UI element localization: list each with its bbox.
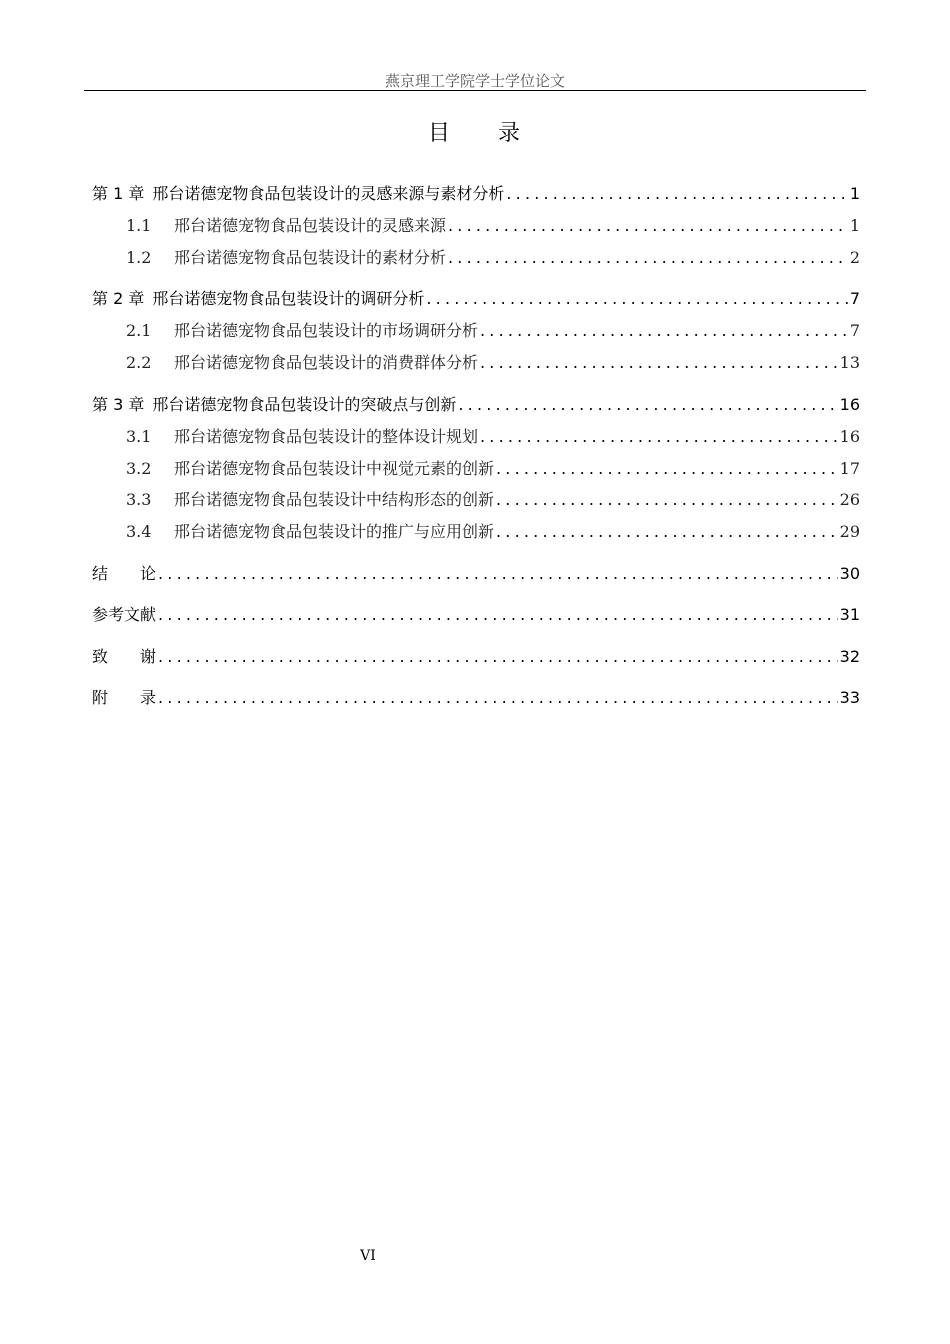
dot-leader (448, 246, 848, 270)
toc-entry-section-1-2[interactable] (92, 246, 860, 270)
toc-entry-acknowledgements[interactable] (92, 645, 860, 669)
toc-entry-section-3-1[interactable] (92, 425, 860, 449)
entry-number: 第 2 章 (92, 289, 145, 308)
toc-entry-chapter-1[interactable] (92, 182, 860, 206)
dot-leader (480, 425, 838, 449)
entry-page: 26 (839, 490, 860, 509)
entry-title: 邢台诺德宠物食品包装设计的调研分析 (152, 289, 425, 308)
toc-entry-section-3-2[interactable] (92, 457, 860, 481)
dot-leader (480, 351, 838, 375)
entry-title: 邢台诺德宠物食品包装设计中视觉元素的创新 (174, 459, 495, 478)
dot-leader (158, 603, 838, 627)
dot-leader (448, 214, 848, 238)
entry-number: 1.1 (126, 216, 152, 235)
header-rule (84, 90, 866, 91)
entry-number: 第 1 章 (92, 184, 145, 203)
entry-number: 2.1 (126, 321, 152, 340)
toc-entry-appendix[interactable] (92, 686, 860, 710)
entry-number: 3.4 (126, 522, 152, 541)
entry-title: 邢台诺德宠物食品包装设计的整体设计规划 (174, 427, 479, 446)
dot-leader (158, 645, 838, 669)
entry-number: 1.2 (126, 248, 152, 267)
toc-title-left: 目 (427, 121, 452, 146)
toc-entry-chapter-2[interactable] (92, 287, 860, 311)
entry-number: 第 3 章 (92, 395, 145, 414)
entry-page: 2 (849, 248, 860, 267)
entry-title: 邢台诺德宠物食品包装设计的灵感来源 (174, 216, 447, 235)
entry-title: 致 谢 (92, 647, 157, 666)
dot-leader (158, 562, 838, 586)
dot-leader (506, 182, 847, 206)
entry-page: 1 (849, 184, 860, 203)
toc-entry-section-2-1[interactable] (92, 319, 860, 343)
entry-title: 邢台诺德宠物食品包装设计中结构形态的创新 (174, 490, 495, 509)
toc-entry-conclusion[interactable] (92, 562, 860, 586)
entry-page: 16 (839, 427, 860, 446)
entry-title: 参考文献 (92, 605, 157, 624)
dot-leader (458, 393, 837, 417)
toc-title-right: 录 (498, 121, 523, 146)
dot-leader (426, 287, 847, 311)
page-number: VI (360, 1248, 376, 1264)
dot-leader (158, 686, 838, 710)
toc-entry-chapter-3[interactable] (92, 393, 860, 417)
entry-page: 31 (839, 605, 860, 624)
entry-page: 33 (839, 688, 860, 707)
dot-leader (496, 457, 838, 481)
entry-title: 附 录 (92, 688, 157, 707)
entry-number: 2.2 (126, 353, 152, 372)
entry-page: 17 (839, 459, 860, 478)
entry-title: 邢台诺德宠物食品包装设计的消费群体分析 (174, 353, 479, 372)
toc-title (0, 116, 950, 147)
entry-title: 邢台诺德宠物食品包装设计的市场调研分析 (174, 321, 479, 340)
entry-page: 29 (839, 522, 860, 541)
entry-title: 邢台诺德宠物食品包装设计的灵感来源与素材分析 (152, 184, 505, 203)
entry-title: 结 论 (92, 564, 157, 583)
entry-title: 邢台诺德宠物食品包装设计的推广与应用创新 (174, 522, 495, 541)
toc-entry-references[interactable] (92, 603, 860, 627)
dot-leader (496, 488, 838, 512)
entry-page: 13 (839, 353, 860, 372)
entry-page: 30 (839, 564, 860, 583)
entry-number: 3.2 (126, 459, 152, 478)
entry-title: 邢台诺德宠物食品包装设计的突破点与创新 (152, 395, 457, 414)
entry-page: 7 (849, 321, 860, 340)
entry-number: 3.3 (126, 490, 152, 509)
dot-leader (480, 319, 848, 343)
entry-page: 32 (839, 647, 860, 666)
toc-entry-section-1-1[interactable] (92, 214, 860, 238)
entry-page: 7 (849, 289, 860, 308)
toc-entry-section-3-4[interactable] (92, 520, 860, 544)
entry-page: 1 (849, 216, 860, 235)
running-header: 燕京理工学院学士学位论文 (384, 72, 565, 90)
dot-leader (496, 520, 838, 544)
entry-page: 16 (839, 395, 860, 414)
toc-entry-section-2-2[interactable] (92, 351, 860, 375)
entry-title: 邢台诺德宠物食品包装设计的素材分析 (174, 248, 447, 267)
entry-number: 3.1 (126, 427, 152, 446)
toc-entry-section-3-3[interactable] (92, 488, 860, 512)
